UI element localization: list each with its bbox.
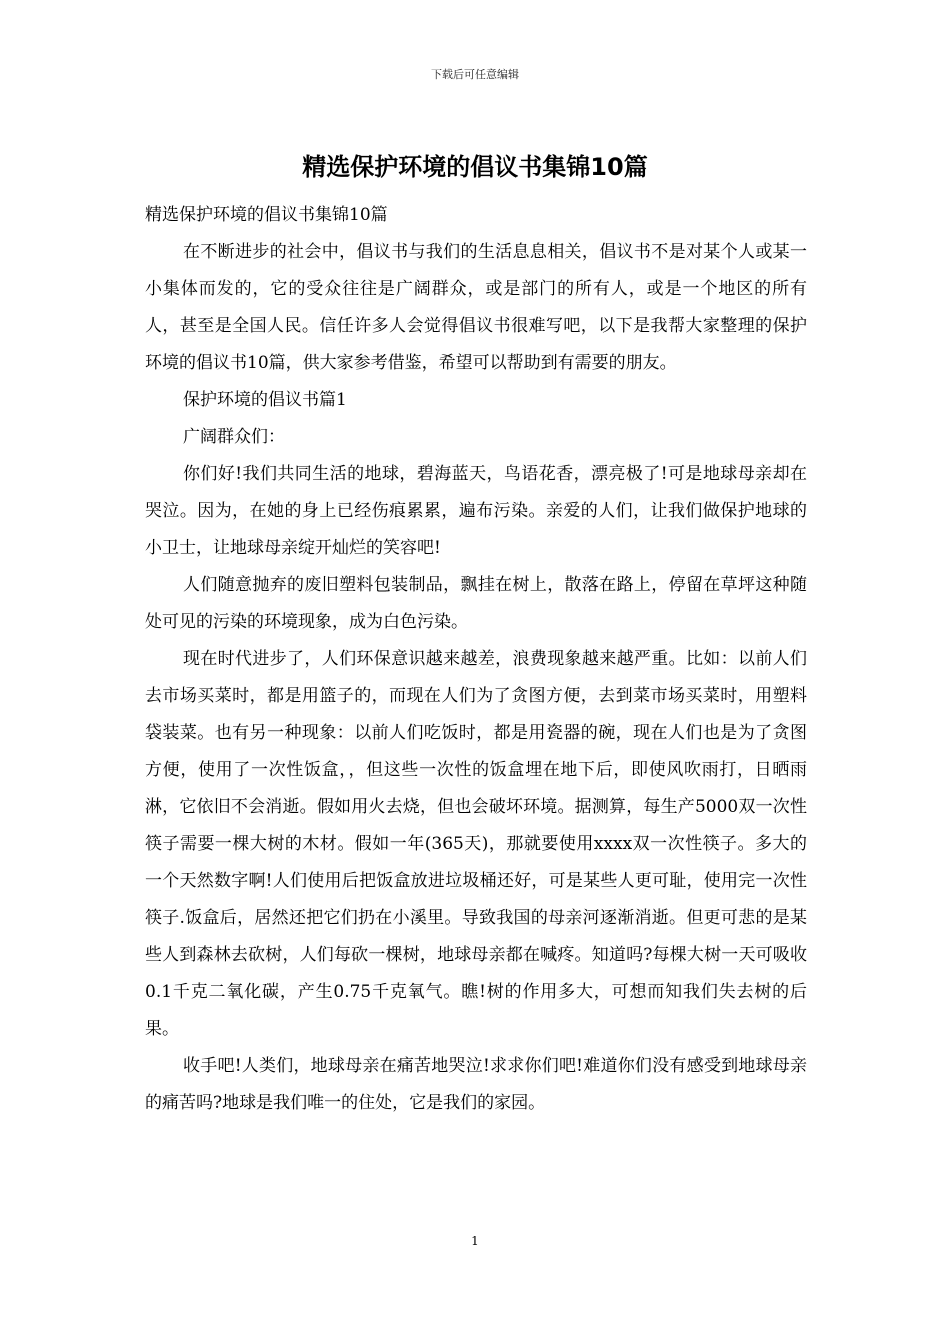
page-header: 下载后可任意编辑	[431, 68, 519, 81]
salutation: 广阔群众们：	[183, 427, 285, 447]
body-paragraph: 收手吧!人类们，地球母亲在痛苦地哭泣!求求你们吧!难道你们没有感受到地球母亲的痛苦吗?地球是我们唯一的住处，它是我们的家园。	[145, 1056, 807, 1113]
intro-paragraph: 在不断进步的社会中，倡议书与我们的生活息息相关，倡议书不是对某个人或某一小集体而发的，它的受众往往是广阔群众，或是部门的所有人，或是一个地区的所有人，甚至是全国人民。信任许多人会觉得倡议书很难写吧，以下是我帮大家整理的保护环境的倡议书10篇，供大家参考借鉴，希望可以帮助到有需要的朋友。	[145, 242, 807, 373]
body-paragraph: 现在时代进步了，人们环保意识越来越差，浪费现象越来越严重。比如：以前人们去市场买菜时，都是用篮子的，而现在人们为了贪图方便，去到菜市场买菜时，用塑料袋装菜。也有另一种现象：以前人们吃饭时，都是用瓷器的碗，现在人们也是为了贪图方便，使用了一次性饭盒，，但这些一次性的饭盒埋在地下后，即使风吹雨打，日晒雨淋，它依旧不会消逝。假如用火去烧，但也会破坏环境。据测算，每生产5000双一次性筷子需要一棵大树的木材。假如一年(365天)，那就要使用xxxx双一次性筷子。多大的一个天然数字啊!人们使用后把饭盒放进垃圾桶还好，可是某些人更可耻，使用完一次性筷子.饭盒后，居然还把它们扔在小溪里。导致我国的母亲河逐渐消逝。但更可悲的是某些人到森林去砍树，人们每砍一棵树，地球母亲都在喊疼。知道吗?每棵大树一天可吸收0.1千克二氧化碳，产生0.75千克氧气。瞧!树的作用多大，可想而知我们失去树的后果。	[145, 649, 807, 1039]
body-paragraph: 你们好!我们共同生活的地球，碧海蓝天，鸟语花香，漂亮极了!可是地球母亲却在哭泣。因为，在她的身上已经伤痕累累，遍布污染。亲爱的人们，让我们做保护地球的小卫士，让地球母亲绽开灿烂的笑容吧!	[145, 464, 807, 558]
page-number: 1	[471, 1234, 479, 1248]
section-heading: 保护环境的倡议书篇1	[183, 390, 347, 410]
subtitle-paragraph: 精选保护环境的倡议书集锦10篇	[145, 205, 388, 225]
document-title: 精选保护环境的倡议书集锦10篇	[302, 153, 648, 181]
body-paragraph: 人们随意抛弃的废旧塑料包装制品，飘挂在树上，散落在路上，停留在草坪这种随处可见的污染的环境现象，成为白色污染。	[145, 575, 807, 632]
document-body	[145, 197, 807, 1122]
